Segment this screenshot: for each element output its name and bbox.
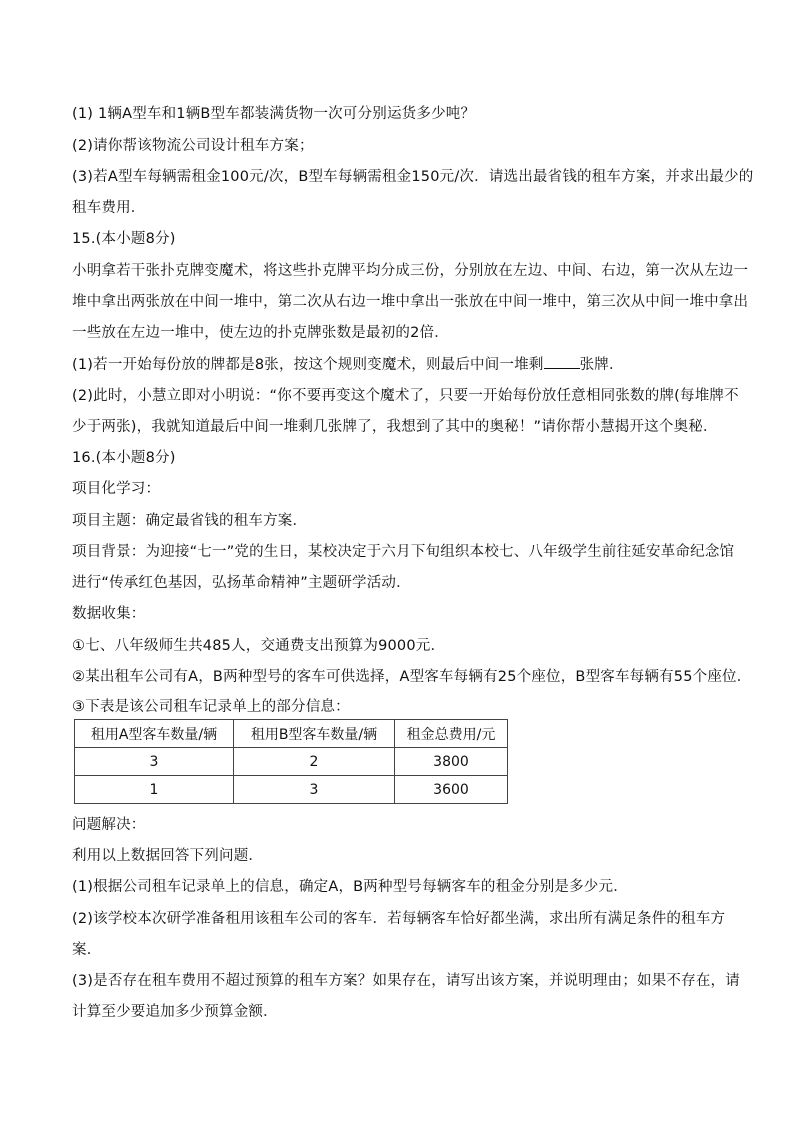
q15-part1-tail: 张牌． — [579, 357, 624, 373]
q14-part1: (1) 1辆A型车和1辆B型车都装满货物一次可分别运货多少吨？ — [72, 106, 476, 122]
rental-table — [74, 719, 508, 804]
answer-blank — [544, 354, 580, 369]
q16-background-2: 进行“传承红色基因，弘扬革命精神”主题研学活动． — [72, 575, 411, 591]
q16-part3: (3)是否存在租车费用不超过预算的租车方案？如果存在，请写出该方案，并说明理由；如果不存在，请 — [72, 973, 740, 989]
q14-part3-cont: 租车费用． — [72, 200, 146, 216]
q15-part2: (2)此时，小慧立即对小明说：“你不要再变这个魔术了，只要一开始每份放任意相同张数的牌(每堆牌不 — [72, 388, 739, 404]
table-cell: 3600 — [395, 776, 508, 804]
q16-data-3: ③下表是该公司租车记录单上的部分信息： — [72, 699, 350, 715]
table-cell: 3800 — [395, 748, 508, 776]
table-cell: 3 — [75, 748, 234, 776]
q15-part2-cont: 少于两张)，我就知道最后中间一堆剩几张牌了，我想到了其中的奥秘！”请你帮小慧揭开这个奥秘． — [72, 419, 718, 435]
q15-part1 — [72, 354, 722, 374]
q16-project-label: 项目化学习： — [72, 481, 161, 497]
q16-data-label: 数据收集： — [72, 606, 146, 622]
q16-data-1: ①七、八年级师生共485人，交通费支出预算为9000元． — [72, 638, 446, 654]
table-header-cell: 租用A型客车数量/辆 — [75, 720, 234, 748]
q16-part3-cont: 计算至少要追加多少预算金额． — [72, 1004, 278, 1020]
q15-part1-text: (1)若一开始每份放的牌都是8张，按这个规则变魔术，则最后中间一堆剩 — [72, 357, 544, 373]
q15-heading: 15.(本小题8分) — [72, 231, 176, 247]
q16-part1: (1)根据公司租车记录单上的信息，确定A，B两种型号每辆客车的租金分别是多少元． — [72, 879, 628, 895]
table-header-cell: 租用B型客车数量/辆 — [234, 720, 395, 748]
q16-instruction: 利用以上数据回答下列问题． — [72, 848, 264, 864]
q16-heading: 16.(本小题8分) — [72, 450, 176, 466]
q15-text-3: 一些放在左边一堆中，使左边的扑克牌张数是最初的2倍． — [72, 325, 449, 341]
table-cell: 3 — [234, 776, 395, 804]
q16-part2: (2)该学校本次研学准备租用该租车公司的客车．若每辆客车恰好都坐满，求出所有满足条件的租车方 — [72, 911, 726, 927]
q14-part3: (3)若A型车每辆需租金100元/次，B型车每辆需租金150元/次．请选出最省钱的租车方案，并求出最少的 — [72, 169, 754, 185]
q16-part2-cont: 案． — [72, 942, 102, 958]
table-row — [75, 748, 508, 776]
q15-text-1: 小明拿若干张扑克牌变魔术，将这些扑克牌平均分成三份，分别放在左边、中间、右边，第一次从左边一 — [72, 263, 749, 279]
q14-part2: (2)请你帮该物流公司设计租车方案； — [72, 138, 314, 154]
table-header-cell: 租金总费用/元 — [395, 720, 508, 748]
table-row — [75, 776, 508, 804]
table-cell: 2 — [234, 748, 395, 776]
q15-text-2: 堆中拿出两张放在中间一堆中，第二次从右边一堆中拿出一张放在中间一堆中，第三次从中间一堆中拿出 — [72, 294, 749, 310]
q16-solve-label: 问题解决： — [72, 817, 146, 833]
q16-topic: 项目主题：确定最省钱的租车方案． — [72, 513, 308, 529]
table-cell: 1 — [75, 776, 234, 804]
table-header-row — [75, 720, 508, 748]
q16-data-2: ②某出租车公司有A，B两种型号的客车可供选择，A型客车每辆有25个座位，B型客车每辆有55个座位． — [72, 669, 752, 685]
q16-background-1: 项目背景：为迎接“七一”党的生日，某校决定于六月下旬组织本校七、八年级学生前往延安革命纪念馆 — [72, 544, 735, 560]
